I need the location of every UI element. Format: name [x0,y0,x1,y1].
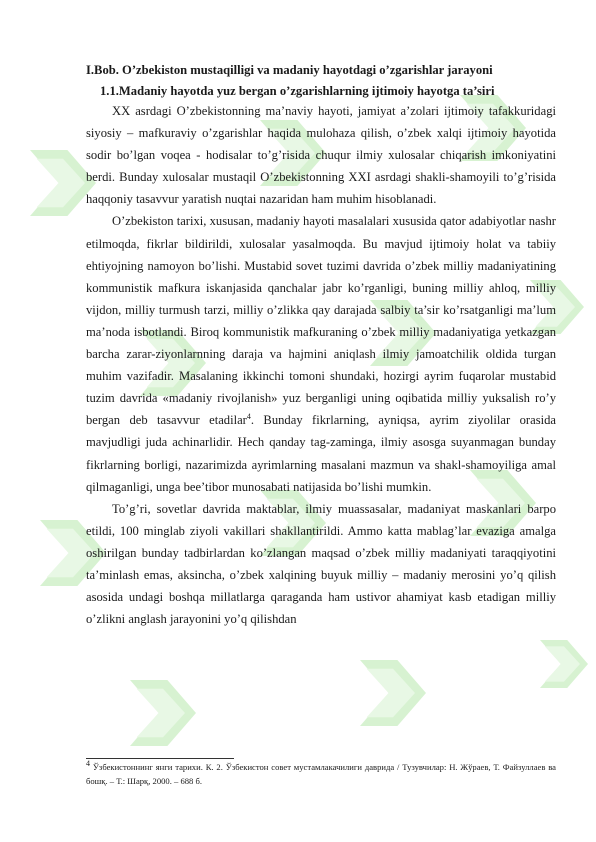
footnote-text: Ўзбекистоннинг янги тарихи. К. 2. Ўзбекистон совет мустамлакачилиги даврида / Тузувчилар: Н. Жўраев, Т. Файзуллаев ва бошқ. – Т.: Шарқ, 2000. – 688 б. [86,762,556,786]
footnote [86,761,556,788]
paragraph-1: XX asrdagi O’zbekistonning ma’naviy hayoti, jamiyat a’zolari ijtimoiy tafakkuridagi siyosiy – mafkuraviy o’zgarishlar haqida mulohaza qilish, o’zbek xalqi ijtimoiy hayotida sodir bo’lgan voqea - hodisalar to’g’risida chuqur ilmiy xulosalar chiqarish imkoniyatini berdi. Bunday xulosalar mustaqil O’zbekistonning XXI asrdagi shakli-shamoyili to’g’risida haqqoniy tasavvur yaratish nuqtai nazaridan ham muhim hisoblanadi. [86,104,556,207]
paragraph-2 [86,210,556,497]
document-body [86,62,556,630]
footnote-ref[interactable]: 4 [246,412,251,422]
paragraph-2-text-a: O’zbekiston tarixi, xususan, madaniy hayoti masalalari xususida qator adabiyotlar nashr etilmoqda, fikrlar bildirildi, xulosalar yasalmoqda. Bu mavjud ijtimoiy holat va tabiiy ehtiyojning namoyon bo’lishi. Mustabid sovet tuzimi davrida o’zbek milliy madaniyatining kommunistik mafkura iskanjasida qanchalar jabr ko’rganligi, buning milliy ahloq, milliy vijdon, milliy turmush tarzi, milliy o’zlikka qay darajada salbiy ta’sir ko’rsatganligi ma’lum ma’noda isbotlandi. Biroq kommunistik mafkuraning o’zbek milliy madaniyatiga yetkazgan barcha zarar-ziyonlarnning daraja va hajmini aniqlash ilmiy jamoatchilik oldida turgan muhim vazifadir. Masalaning ikkinchi tomoni shundaki, hozirgi ayrim fuqarolar mustabid tuzim davrida «madaniy rivojlanish» yuz berganligi uning oqibatida milliy yuksalish ro’y bergan deb tasavvur etadilar [86,214,556,428]
chapter-title: I.Bob. O’zbekiston mustaqilligi va madaniy hayotdagi o’zgarishlar jarayoni [86,63,493,77]
paragraph-2-text-b: . Bunday fikrlarning, ayniqsa, ayrim ziyolilar orasida mavjudligi juda achinarlidir. Hech qanday tag-zaminga, ilmiy asosga suyanmagan bunday fikrlarning borligi, nazarimizda ayrimlarning masalani mazmun va shakl-shamoyiliga amal qilmaganligi, unga bee’tibor munosabati natijasida bo’lishi mumkin. [86,413,556,494]
paragraph-3: To’g’ri, sovetlar davrida maktablar, ilmiy muassasalar, madaniyat maskanlari barpo etildi, 100 minglab ziyoli vakillari shakllantirildi. Ammo katta mablag’lar evaziga amalga oshirilgan bunday tadbirlardan ko’zlangan maqsad o’zbek milliy madaniyati taraqqiyotini ta’minlash emas, aksincha, o’zbek xalqining buyuk milliy – madaniy merosini yo’q qilish asosida undagi boshqa millatlarga qaraganda ham ustivor ahamiyat kasb etadigan milliy o’zlikni anglash jarayonini yo’q qilishdan [86,501,556,627]
section-title: 1.1.Madaniy hayotda yuz bergan o’zgarishlarning ijtimoiy hayotga ta’siri [100,84,495,98]
footnote-divider [86,758,234,759]
footnote-number: 4 [86,759,90,769]
